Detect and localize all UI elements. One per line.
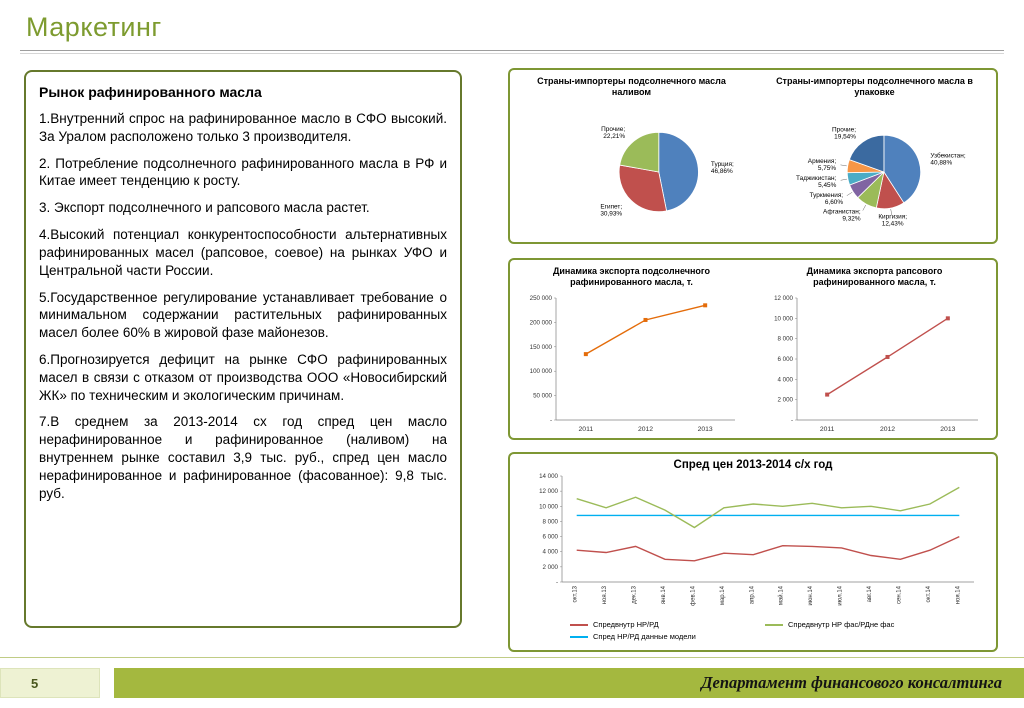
- page-number-box: [0, 668, 100, 698]
- market-point-2: 2. Потребление подсолнечного рафинированного масла в РФ и Китае имеет тенденцию к росту.: [39, 155, 447, 189]
- market-point-6: 6.Прогнозируется дефицит на рынке СФО рафинированных масел в связи с отказом от производства ООО «Новосибирский ЖК» по техническим и экологическим причинам.: [39, 351, 447, 403]
- market-point-1: 1.Внутренний спрос на рафинированное масло в СФО высокий. За Уралом расположено только 3 производителя.: [39, 111, 447, 144]
- svg-text:Узбекистан;40,88%: Узбекистан; 40,88%: [930, 152, 966, 167]
- export-dynamics-box: [508, 258, 998, 440]
- svg-text:8 000: 8 000: [542, 518, 558, 526]
- svg-text:-: -: [555, 579, 558, 586]
- svg-text:2 000: 2 000: [777, 396, 793, 404]
- svg-text:июн.14: июн.14: [808, 586, 815, 606]
- svg-text:мар.14: мар.14: [719, 586, 726, 606]
- svg-text:Турция;46,86%: Турция; 46,86%: [710, 160, 734, 175]
- svg-text:ноя.14: ноя.14: [955, 586, 962, 605]
- svg-text:10 000: 10 000: [774, 315, 793, 323]
- sunflower-export-container: [510, 260, 753, 438]
- svg-text:Египет;30,93%: Египет; 30,93%: [600, 203, 623, 218]
- pie-chart-packaged: [753, 100, 996, 238]
- svg-text:-: -: [790, 417, 793, 424]
- market-point-3: 3. Экспорт подсолнечного и рапсового масла растет.: [39, 200, 370, 216]
- svg-text:Киргизия;12,43%: Киргизия; 12,43%: [878, 213, 908, 228]
- svg-text:авг.14: авг.14: [867, 586, 873, 603]
- svg-text:Таджикистан;5,45%: Таджикистан; 5,45%: [796, 175, 837, 190]
- legend-item-domestic-spread: [570, 620, 755, 629]
- market-point-5: 5.Государственное регулирование устанавливает требование о минимальном содержании растительных рафинированных масел более 60% в жировой фазе майонезов.: [39, 289, 447, 341]
- pie-bulk-container: [510, 70, 753, 242]
- svg-text:Афганистан;9,32%: Афганистан; 9,32%: [822, 208, 861, 223]
- svg-text:2013: 2013: [697, 426, 713, 433]
- svg-text:сен.14: сен.14: [896, 586, 903, 604]
- pie-packaged-container: [753, 70, 996, 242]
- page-number: 5: [31, 675, 39, 691]
- market-point-7: 7.В среднем за 2013-2014 сх год спред цен масло нерафинированное и рафинированное (наливом) на внутреннем рынке составил 3,9 тыс. руб., спред цен масло нерафинированное и рафинированное (фасованное): 9,8 тыс. руб.: [39, 414, 447, 501]
- svg-text:12 000: 12 000: [539, 488, 558, 496]
- legend-item-packed-spread: [765, 620, 894, 629]
- footer-divider: [0, 657, 1024, 658]
- page-title: Маркетинг: [26, 12, 162, 42]
- sunflower-export-title: Динамика экспорта подсолнечного рафинированного масла, т.: [552, 266, 711, 288]
- svg-text:2011: 2011: [819, 426, 835, 433]
- svg-text:дек.13: дек.13: [631, 586, 638, 604]
- svg-text:10 000: 10 000: [539, 503, 558, 511]
- pie-chart-bulk: [510, 100, 753, 238]
- svg-text:100 000: 100 000: [529, 368, 552, 376]
- svg-text:-: -: [549, 417, 552, 424]
- svg-text:250 000: 250 000: [529, 295, 552, 302]
- blue-line-swatch: [570, 636, 588, 638]
- svg-text:6 000: 6 000: [542, 533, 558, 541]
- pie-bulk-title: Страны-импортеры подсолнечного масла наливом: [537, 76, 726, 98]
- market-point-4: 4.Высокий потенциал конкурентоспособности альтернативных рафинированных масел (рапсовое, соевое) на рынках УФО и Центральной части России.: [39, 227, 447, 278]
- svg-text:2 000: 2 000: [542, 563, 558, 571]
- svg-text:6 000: 6 000: [777, 356, 793, 363]
- svg-text:июл.14: июл.14: [837, 586, 844, 606]
- svg-text:14 000: 14 000: [539, 473, 558, 480]
- price-spread-title: Спред цен 2013-2014 с/х год: [673, 459, 833, 471]
- svg-text:Туркмения;6,60%: Туркмения; 6,60%: [809, 192, 844, 207]
- line-chart-price-spread: [516, 470, 990, 618]
- svg-text:Прочие;22,21%: Прочие; 22,21%: [601, 125, 626, 140]
- rapeseed-export-container: [753, 260, 996, 438]
- footer-bar: [114, 668, 1024, 698]
- svg-text:4 000: 4 000: [777, 376, 793, 384]
- panel-title: Рынок рафинированного масла: [39, 84, 262, 100]
- market-summary-panel: [24, 70, 462, 628]
- svg-text:2013: 2013: [940, 426, 956, 433]
- line-chart-rapeseed-export: [757, 290, 992, 438]
- svg-text:янв.14: янв.14: [661, 586, 667, 605]
- rapeseed-export-title: Динамика экспорта рапсового рафинированного масла, т.: [806, 266, 943, 288]
- svg-text:окт.13: окт.13: [572, 586, 579, 603]
- legend-item-model-spread: [570, 632, 755, 641]
- importers-pie-box: [508, 68, 998, 244]
- svg-text:2011: 2011: [578, 426, 594, 433]
- pie-packaged-title: Страны-импортеры подсолнечного масла в упаковке: [776, 76, 973, 98]
- svg-text:апр.14: апр.14: [749, 586, 756, 605]
- line-chart-sunflower-export: [514, 290, 749, 438]
- svg-text:окт.14: окт.14: [925, 586, 932, 603]
- svg-text:Армения;5,75%: Армения; 5,75%: [807, 158, 837, 173]
- svg-text:2012: 2012: [879, 426, 896, 433]
- green-line-swatch: [765, 624, 783, 626]
- price-spread-box: [508, 452, 998, 652]
- legend-label: Спред НР/РД данные модели: [593, 632, 696, 641]
- svg-text:2012: 2012: [637, 426, 654, 433]
- svg-text:150 000: 150 000: [529, 343, 552, 351]
- footer-department: Департамент финансового консалтинга: [701, 673, 1002, 692]
- svg-text:фев.14: фев.14: [690, 586, 697, 606]
- spread-legend: [570, 620, 996, 641]
- svg-text:май.14: май.14: [778, 586, 785, 606]
- svg-text:12 000: 12 000: [774, 295, 793, 302]
- legend-label: Спредвнутр НР/РД: [593, 620, 659, 629]
- legend-label: Спредвнутр НР фас/РДне фас: [788, 620, 895, 629]
- header-divider: [20, 50, 1004, 54]
- red-line-swatch: [570, 624, 588, 626]
- svg-text:200 000: 200 000: [529, 319, 552, 327]
- svg-text:ноя.13: ноя.13: [602, 586, 609, 605]
- svg-text:Прочие;19,54%: Прочие; 19,54%: [832, 126, 857, 141]
- svg-text:50 000: 50 000: [533, 392, 552, 400]
- svg-text:4 000: 4 000: [542, 548, 558, 556]
- svg-text:8 000: 8 000: [777, 335, 793, 343]
